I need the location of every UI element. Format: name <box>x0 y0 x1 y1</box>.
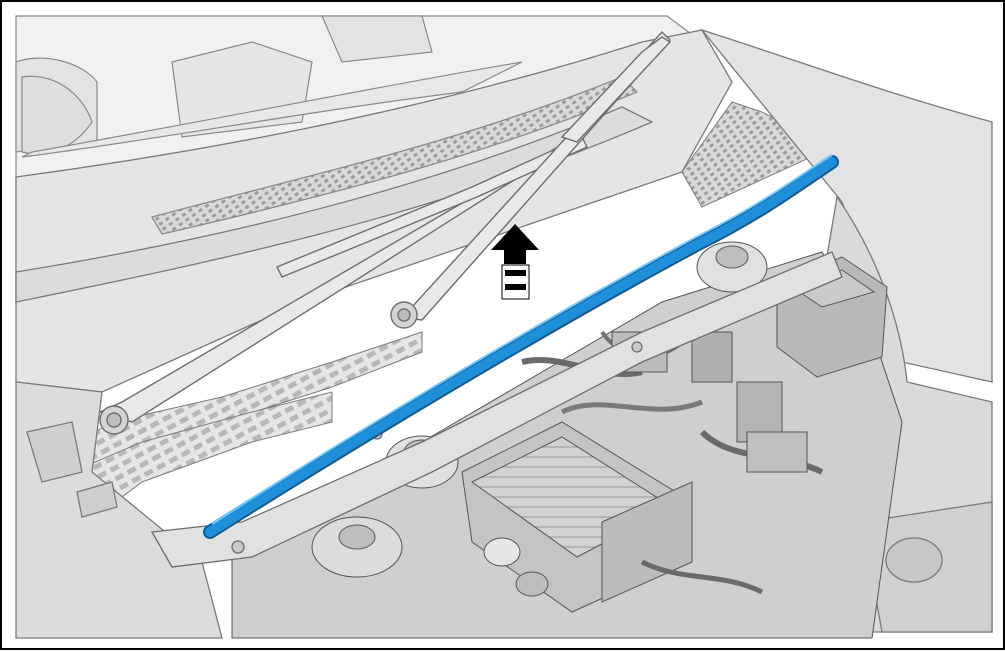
engine-bay <box>232 242 902 638</box>
engine-bay-illustration <box>2 2 1005 652</box>
